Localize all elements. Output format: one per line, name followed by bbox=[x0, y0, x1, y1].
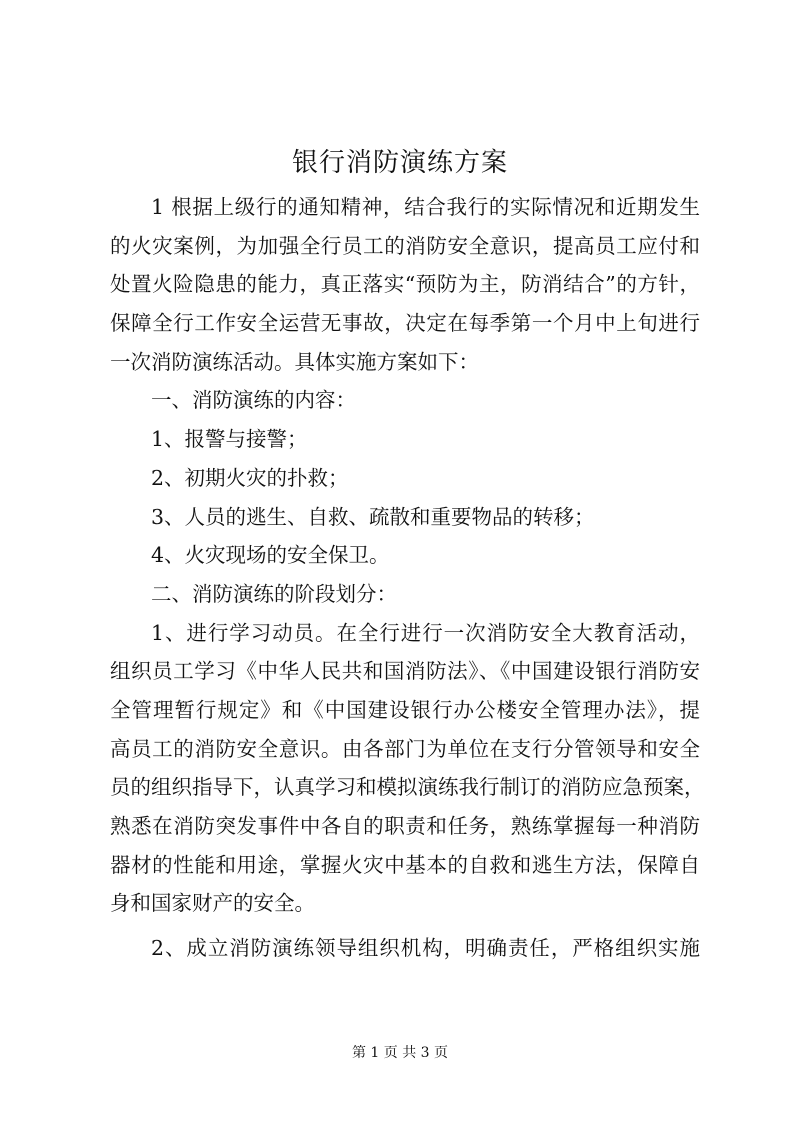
body-line: 1、进行学习动员。在全行进行一次消防安全大教育活动， bbox=[151, 620, 700, 645]
section-heading: 一、消防演练的内容： bbox=[151, 388, 356, 413]
document-body bbox=[110, 188, 705, 968]
list-item: 2、初期火灾的扑救； bbox=[151, 465, 349, 490]
body-line: 组织员工学习《中华人民共和国消防法》、《中国建设银行消防安 bbox=[110, 659, 700, 684]
body-line: 1 根据上级行的通知精神，结合我行的实际情况和近期发生 bbox=[151, 195, 700, 219]
body-line: 员的组织指导下，认真学习和模拟演练我行制订的消防应急预案， bbox=[110, 775, 705, 800]
body-line: 的火灾案例，为加强全行员工的消防安全意识，提高员工应付和 bbox=[110, 233, 700, 258]
list-item: 1、报警与接警； bbox=[151, 427, 308, 452]
body-line: 保障全行工作安全运营无事故，决定在每季第一个月中上旬进行 bbox=[110, 311, 700, 336]
body-line: 高员工的消防安全意识。由各部门为单位在支行分管领导和安全 bbox=[110, 736, 700, 761]
body-line: 一次消防演练活动。具体实施方案如下： bbox=[110, 349, 479, 374]
body-line: 器材的性能和用途，掌握火灾中基本的自救和逃生方法，保障自 bbox=[110, 852, 700, 877]
document-title: 银行消防演练方案 bbox=[291, 148, 508, 178]
page-footer: 第 1 页 共 3 页 bbox=[351, 1045, 449, 1061]
list-item: 4、火灾现场的安全保卫。 bbox=[151, 543, 390, 568]
body-line: 2、成立消防演练领导组织机构，明确责任，严格组织实施 bbox=[151, 936, 700, 961]
body-line: 熟悉在消防突发事件中各自的职责和任务，熟练掌握每一种消防 bbox=[110, 814, 700, 838]
body-line: 身和国家财产的安全。 bbox=[110, 891, 315, 916]
list-item: 3、人员的逃生、自救、疏散和重要物品的转移； bbox=[151, 504, 595, 529]
body-line: 全管理暂行规定》和《中国建设银行办公楼安全管理办法》，提 bbox=[110, 697, 700, 722]
section-heading: 二、消防演练的阶段划分： bbox=[151, 581, 397, 606]
body-line: 处置火险隐患的能力，真正落实“预防为主，防消结合”的方针， bbox=[110, 272, 700, 297]
